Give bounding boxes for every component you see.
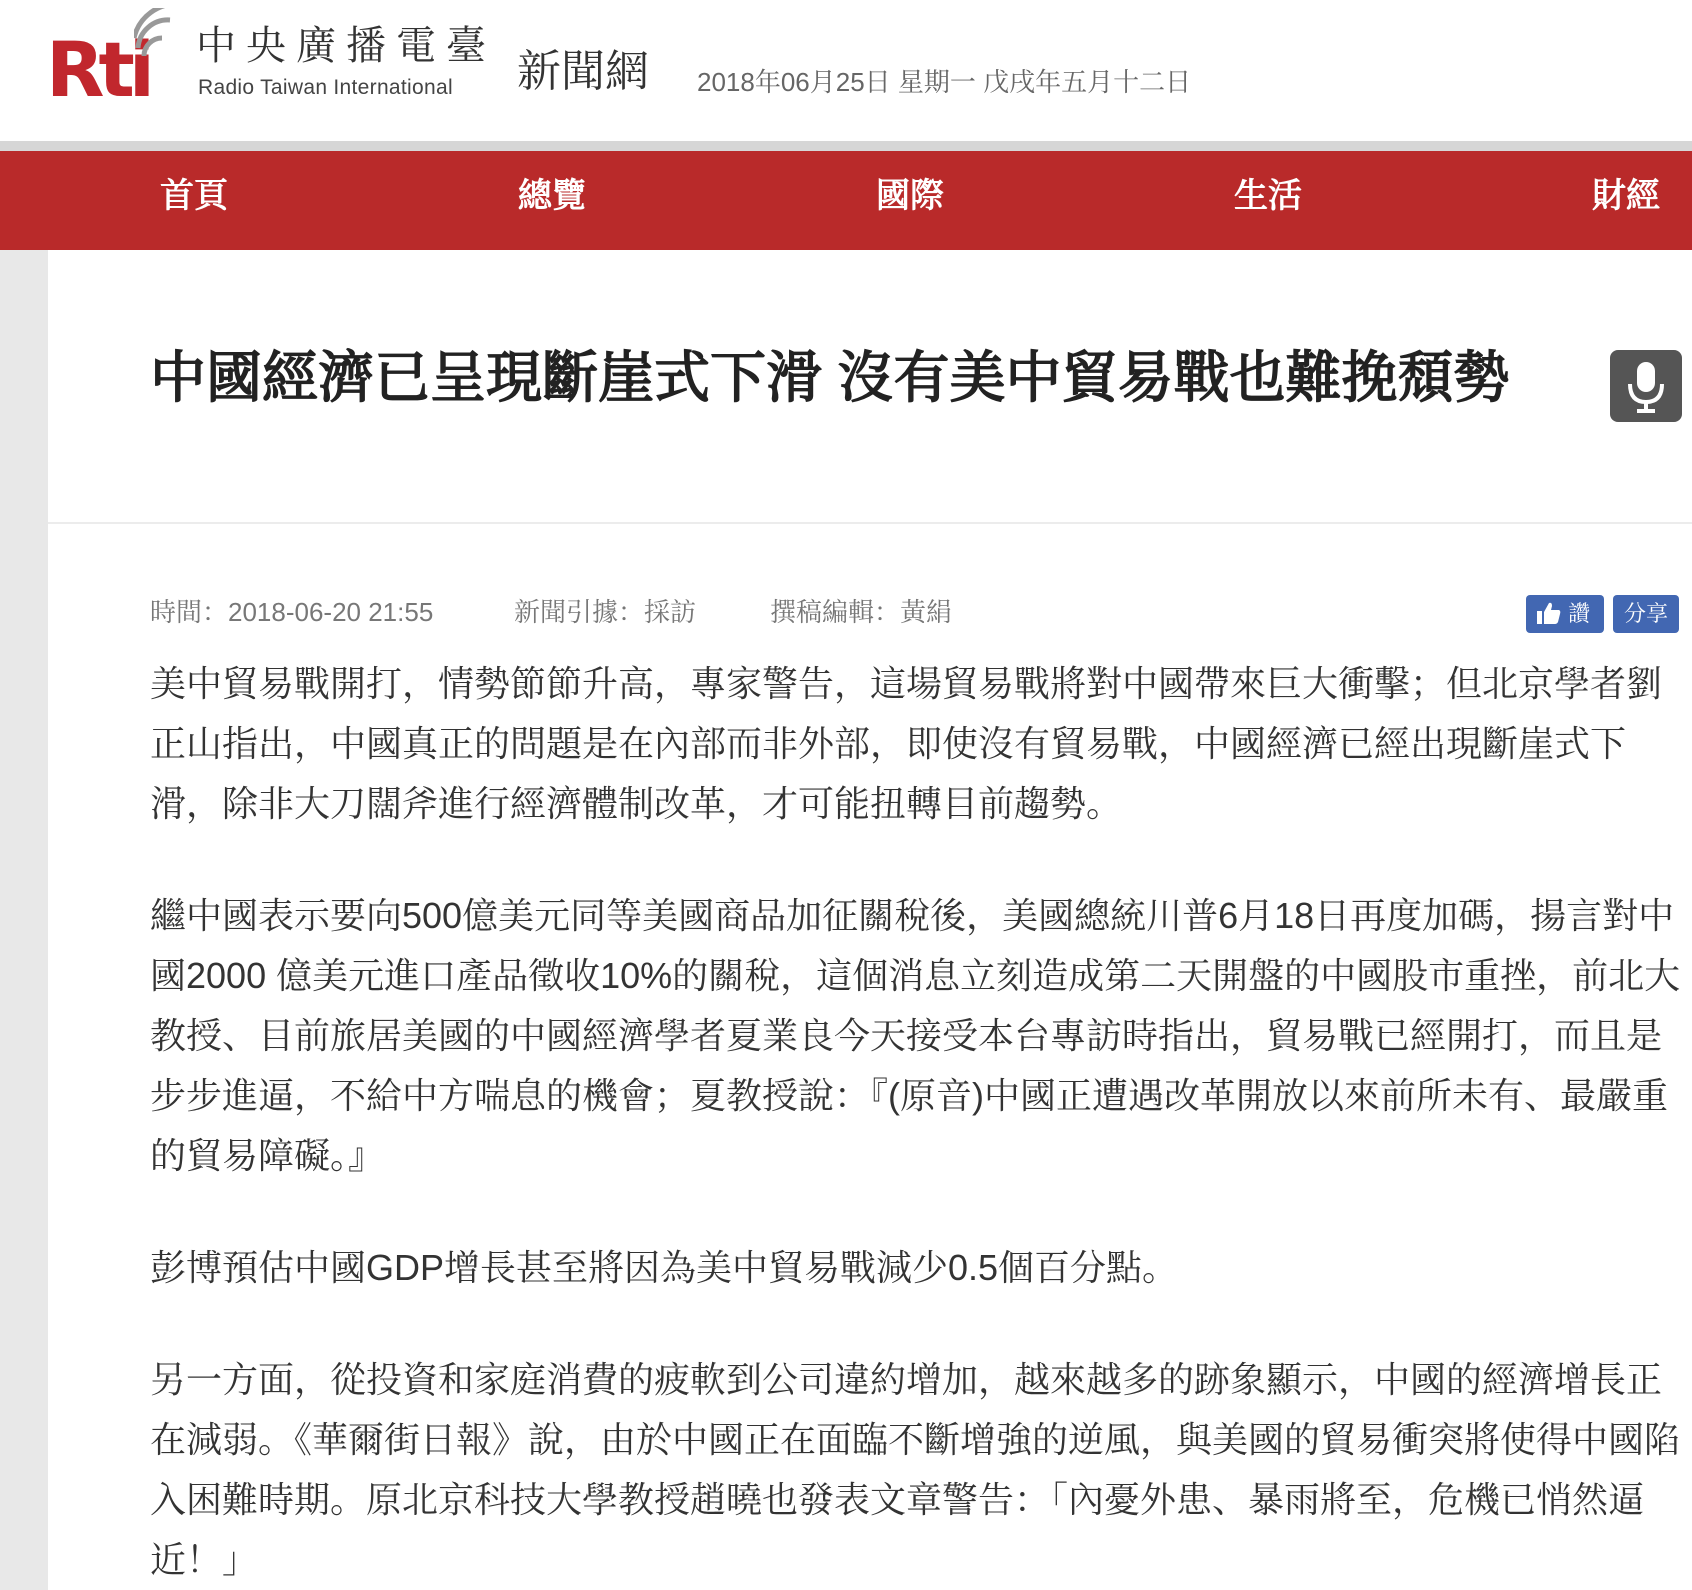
article-title: 中國經濟已呈現斷崖式下滑 沒有美中貿易戰也難挽頹勢 [150, 346, 1510, 409]
article-paragraph: 繼中國表示要向500億美元同等美國商品加征關稅後，美國總統川普6月18日再度加碼，揚言對中國2000 億美元進口產品徵收10%的關稅，這個消息立刻造成第二天開盤的中國股市重挫，前北大教授、目前旅居美國的中國經濟學者夏業良今天接受本台專訪時指出，貿易戰已經開打，而且是步步進逼，不給中方喘息的機會；夏教授說：『(原音)中國正遭遇改革開放以來前所未有、最嚴重的貿易障礙。』 [150, 895, 1681, 1176]
article-paragraph: 彭博預估中國GDP增長甚至將因為美中貿易戰減少0.5個百分點。 [150, 1247, 1179, 1288]
article-paragraph: 另一方面，從投資和家庭消費的疲軟到公司違約增加，越來越多的跡象顯示，中國的經濟增長正在減弱。《華爾街日報》說，由於中國正在面臨不斷增強的逆風，與美國的貿易衝突將使得中國陷入困難時期。原北京科技大學教授趙曉也發表文章警告：「內憂外患、暴雨將至，危機已悄然逼近！」 [150, 1359, 1681, 1580]
nav-item-overview[interactable]: 總覽 [518, 177, 586, 215]
main-nav [0, 151, 1692, 250]
listen-button[interactable] [1610, 350, 1682, 422]
nav-item-finance[interactable]: 財經 [1592, 177, 1660, 215]
like-label: 讚 [1568, 601, 1591, 626]
brand-name-english: Radio Taiwan International [198, 76, 453, 99]
header-date: 2018年06月25日 星期一 戊戌年五月十二日 [697, 67, 1192, 97]
rti-logo[interactable] [46, 8, 181, 114]
facebook-like-button[interactable] [1526, 595, 1604, 633]
facebook-share-button[interactable]: 分享 [1613, 595, 1679, 633]
brand-name-chinese: 中央廣播電臺 [196, 23, 496, 69]
article-source: 新聞引據：採訪 [514, 597, 697, 627]
microphone-icon [1610, 350, 1682, 422]
article-paragraph: 美中貿易戰開打，情勢節節升高，專家警告，這場貿易戰將對中國帶來巨大衝擊；但北京學者劉正山指出，中國真正的問題是在內部而非外部，即使沒有貿易戰，中國經濟已經出現斷崖式下滑，除非大刀闊斧進行經濟體制改革，才可能扭轉目前趨勢。 [150, 663, 1663, 824]
logo-text: Rti [46, 25, 149, 114]
nav-item-international[interactable]: 國際 [876, 177, 944, 215]
title-divider [48, 522, 1692, 524]
nav-item-life[interactable]: 生活 [1234, 177, 1302, 215]
article-time: 時間：2018-06-20 21:55 [150, 597, 434, 627]
article-container [48, 250, 1692, 1590]
site-header [0, 0, 1692, 141]
nav-item-home[interactable]: 首頁 [160, 177, 228, 215]
article-body [150, 654, 1685, 1590]
article-editor: 撰稿編輯：黃絹 [770, 597, 953, 627]
header-divider [0, 141, 1692, 151]
thumbs-up-icon [1536, 601, 1562, 625]
brand-subtitle: 新聞網 [517, 47, 649, 96]
